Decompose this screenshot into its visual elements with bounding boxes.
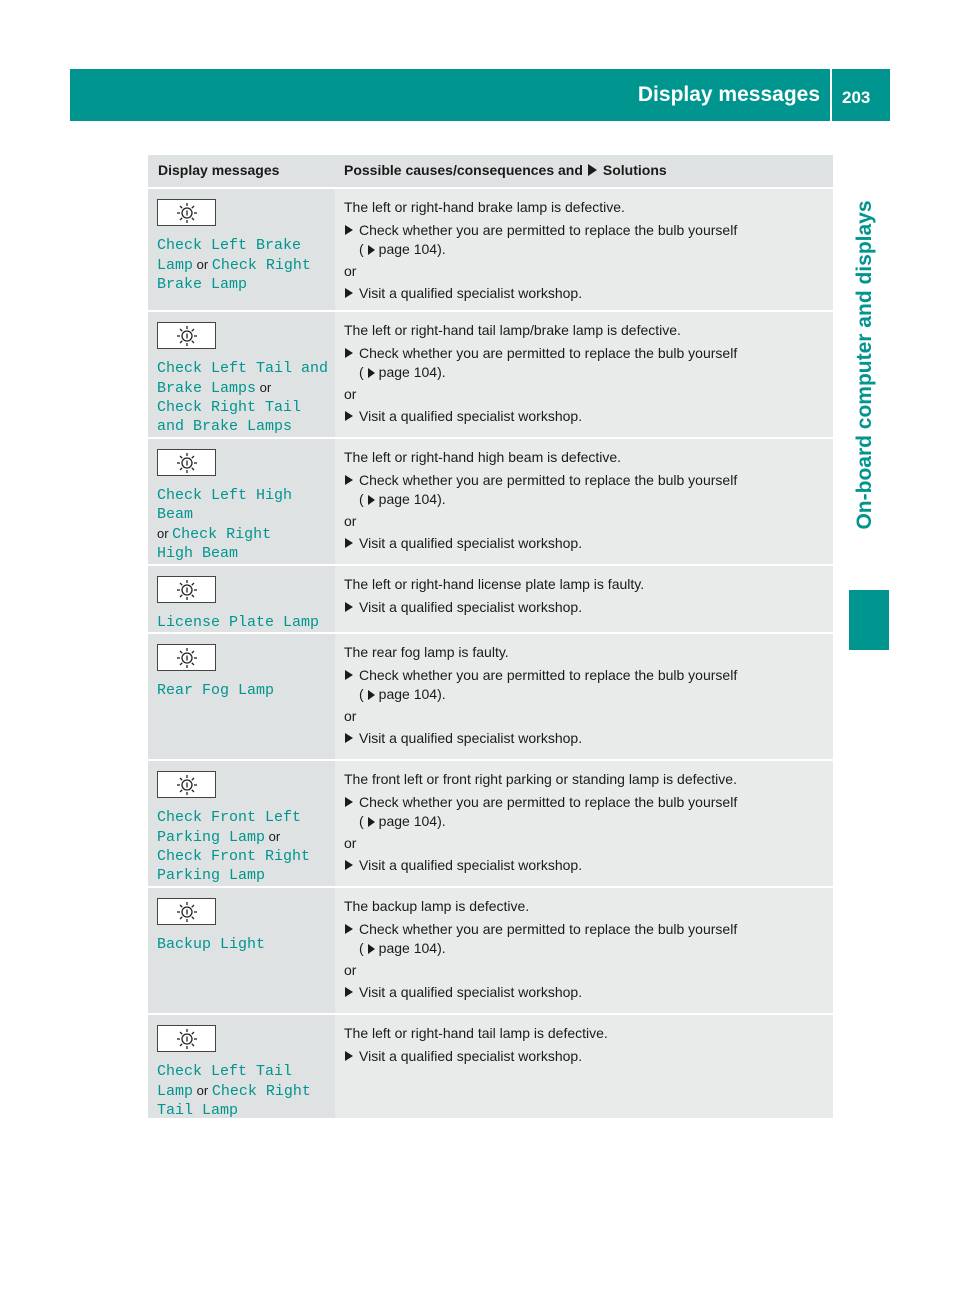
page-reference: page 104). [378, 940, 446, 956]
action-arrow-icon [345, 924, 353, 934]
display-message-cell [148, 761, 335, 886]
message-line [157, 866, 335, 885]
message-segment: and Brake Lamps [157, 418, 293, 435]
display-message-text [157, 236, 335, 294]
column-header-solutions-label: Solutions [602, 162, 667, 178]
solution-step [344, 920, 833, 958]
message-line [157, 524, 335, 544]
message-line [157, 486, 335, 524]
lamp-indicator-icon [157, 898, 216, 925]
message-segment: Rear Fog Lamp [157, 682, 275, 699]
table-row [148, 310, 833, 437]
message-segment: Check Front Right [157, 848, 311, 865]
action-arrow-icon [345, 670, 353, 680]
message-line [157, 847, 335, 866]
message-line [157, 1101, 335, 1120]
message-segment: Brake Lamps [157, 380, 257, 397]
cause-text: The left or right-hand tail lamp is defective. [344, 1025, 608, 1041]
solution-step [344, 284, 833, 303]
message-segment: Check Right [211, 257, 311, 274]
display-message-text [157, 486, 335, 563]
display-message-cell [148, 1015, 335, 1118]
action-arrow-icon [345, 538, 353, 548]
message-segment: Brake Lamp [157, 276, 248, 293]
solution-step [344, 344, 833, 382]
cause-text: The backup lamp is defective. [344, 898, 530, 914]
visit-workshop-text: Visit a qualified specialist workshop. [359, 285, 583, 301]
page-reference: page 104). [378, 364, 446, 380]
visit-workshop-text: Visit a qualified specialist workshop. [359, 535, 583, 551]
solution-step [344, 534, 833, 553]
message-segment: Parking Lamp [157, 829, 266, 846]
message-segment: Parking Lamp [157, 867, 266, 884]
display-message-text [157, 613, 335, 632]
solution-cell [335, 189, 833, 310]
page-ref-arrow-icon [368, 690, 375, 700]
solution-step [344, 1047, 833, 1066]
message-line [157, 544, 335, 563]
message-segment: Lamp [157, 257, 194, 274]
table-row [148, 187, 833, 310]
or-connector: or [193, 1083, 212, 1098]
message-segment: Lamp [157, 1083, 194, 1100]
message-line [157, 275, 335, 294]
message-segment: Check Right [172, 526, 272, 543]
message-line [157, 808, 335, 827]
action-arrow-icon [588, 164, 597, 176]
table-body [148, 187, 833, 1118]
solution-text: Check whether you are permitted to replace the bulb yourself ( page 104). [359, 794, 738, 829]
message-segment: High Beam [157, 545, 239, 562]
message-segment: Check Right Tail [157, 399, 302, 416]
message-line [157, 359, 335, 378]
solution-cell [335, 566, 833, 632]
or-separator: or [344, 962, 357, 978]
header-divider [830, 69, 832, 121]
display-message-cell [148, 888, 335, 1013]
message-line [157, 935, 335, 954]
solution-step [344, 221, 833, 259]
message-segment: License Plate Lamp [157, 614, 320, 631]
display-message-cell [148, 634, 335, 759]
display-messages-table [148, 155, 833, 1118]
action-arrow-icon [345, 987, 353, 997]
table-header [148, 155, 833, 187]
table-row [148, 437, 833, 564]
display-message-text [157, 1062, 335, 1120]
message-line [157, 236, 335, 255]
message-line [157, 681, 335, 700]
page-ref-arrow-icon [368, 495, 375, 505]
lamp-indicator-icon [157, 576, 216, 603]
lamp-indicator-icon [157, 322, 216, 349]
solution-text: Check whether you are permitted to replace the bulb yourself ( page 104). [359, 222, 738, 257]
message-segment: Check Left High Beam [157, 487, 293, 523]
page-ref-arrow-icon [368, 245, 375, 255]
visit-workshop-text: Visit a qualified specialist workshop. [359, 1048, 583, 1064]
message-segment: Tail Lamp [157, 1102, 239, 1119]
or-separator: or [344, 513, 357, 529]
message-line [157, 398, 335, 417]
page-ref-arrow-icon [368, 944, 375, 954]
check-bulb-text: Check whether you are permitted to replace the bulb yourself [359, 921, 738, 937]
message-segment: Check Left Tail [157, 1063, 293, 1080]
action-arrow-icon [345, 475, 353, 485]
solution-step [344, 598, 833, 617]
display-message-text [157, 359, 335, 436]
or-connector: or [157, 526, 173, 541]
section-title: Display messages [637, 83, 820, 106]
check-bulb-text: Check whether you are permitted to replace the bulb yourself [359, 667, 738, 683]
or-connector: or [256, 380, 272, 395]
message-segment: Backup Light [157, 936, 266, 953]
message-line [157, 1062, 335, 1081]
action-arrow-icon [345, 602, 353, 612]
message-segment: Check Right [211, 1083, 311, 1100]
page-number: 203 [842, 88, 871, 107]
column-header-messages: Display messages [158, 162, 280, 178]
solution-cell [335, 888, 833, 1013]
solution-cell [335, 634, 833, 759]
cause-text: The left or right-hand tail lamp/brake lamp is defective. [344, 322, 681, 338]
message-segment: Check Front Left [157, 809, 302, 826]
cause-text: The left or right-hand license plate lamp is faulty. [344, 576, 645, 592]
action-arrow-icon [345, 348, 353, 358]
message-segment: Check Left Brake [157, 237, 302, 254]
solution-cell [335, 312, 833, 437]
solution-step [344, 471, 833, 509]
table-row [148, 759, 833, 886]
or-separator: or [344, 708, 357, 724]
message-line [157, 827, 335, 847]
table-row [148, 1013, 833, 1118]
visit-workshop-text: Visit a qualified specialist workshop. [359, 730, 583, 746]
display-message-cell [148, 312, 335, 437]
cause-text: The left or right-hand high beam is defective. [344, 449, 622, 465]
visit-workshop-text: Visit a qualified specialist workshop. [359, 599, 583, 615]
action-arrow-icon [345, 1051, 353, 1061]
page-reference: page 104). [378, 491, 446, 507]
or-separator: or [344, 263, 357, 279]
cause-text: The front left or front right parking or standing lamp is defective. [344, 771, 737, 787]
lamp-indicator-icon [157, 449, 216, 476]
display-message-text [157, 935, 335, 954]
solution-text: Check whether you are permitted to replace the bulb yourself ( page 104). [359, 667, 738, 702]
action-arrow-icon [345, 225, 353, 235]
lamp-indicator-icon [157, 1025, 216, 1052]
chapter-marker [849, 590, 889, 650]
table-row [148, 886, 833, 1013]
lamp-indicator-icon [157, 644, 216, 671]
table-row [148, 564, 833, 632]
action-arrow-icon [345, 411, 353, 421]
visit-workshop-text: Visit a qualified specialist workshop. [359, 408, 583, 424]
check-bulb-text: Check whether you are permitted to replace the bulb yourself [359, 345, 738, 361]
display-message-text [157, 681, 335, 700]
action-arrow-icon [345, 860, 353, 870]
solution-step [344, 407, 833, 426]
display-message-cell [148, 566, 335, 632]
solution-step [344, 856, 833, 875]
message-line [157, 417, 335, 436]
solution-text: Check whether you are permitted to replace the bulb yourself ( page 104). [359, 345, 738, 380]
page-ref-arrow-icon [368, 817, 375, 827]
or-connector: or [193, 257, 212, 272]
page-reference: page 104). [378, 241, 446, 257]
page-ref-arrow-icon [368, 368, 375, 378]
page-reference: page 104). [378, 813, 446, 829]
chapter-title: On-board computer and displays [852, 200, 876, 530]
visit-workshop-text: Visit a qualified specialist workshop. [359, 857, 583, 873]
check-bulb-text: Check whether you are permitted to replace the bulb yourself [359, 222, 738, 238]
page-reference: page 104). [378, 686, 446, 702]
or-separator: or [344, 386, 357, 402]
lamp-indicator-icon [157, 199, 216, 226]
or-separator: or [344, 835, 357, 851]
solution-step [344, 793, 833, 831]
solution-text: Check whether you are permitted to replace the bulb yourself ( page 104). [359, 472, 738, 507]
action-arrow-icon [345, 288, 353, 298]
action-arrow-icon [345, 733, 353, 743]
or-connector: or [265, 829, 281, 844]
solution-step [344, 729, 833, 748]
display-message-text [157, 808, 335, 885]
message-line [157, 378, 335, 398]
message-line [157, 255, 335, 275]
solution-cell [335, 761, 833, 886]
solution-text: Check whether you are permitted to replace the bulb yourself ( page 104). [359, 921, 738, 956]
cause-text: The left or right-hand brake lamp is defective. [344, 199, 625, 215]
display-message-cell [148, 189, 335, 310]
display-message-cell [148, 439, 335, 564]
check-bulb-text: Check whether you are permitted to replace the bulb yourself [359, 794, 738, 810]
message-segment: Check Left Tail and [157, 360, 329, 377]
lamp-indicator-icon [157, 771, 216, 798]
page-header [70, 69, 890, 121]
cause-text: The rear fog lamp is faulty. [344, 644, 509, 660]
chapter-side-tab [839, 130, 890, 600]
solution-step [344, 983, 833, 1002]
check-bulb-text: Check whether you are permitted to replace the bulb yourself [359, 472, 738, 488]
solution-step [344, 666, 833, 704]
action-arrow-icon [345, 797, 353, 807]
table-row [148, 632, 833, 759]
solution-cell [335, 439, 833, 564]
visit-workshop-text: Visit a qualified specialist workshop. [359, 984, 583, 1000]
message-line [157, 1081, 335, 1101]
column-header-causes: Possible causes/consequences and [344, 162, 583, 178]
solution-cell [335, 1015, 833, 1118]
message-line [157, 613, 335, 632]
column-header-solutions [335, 155, 833, 187]
